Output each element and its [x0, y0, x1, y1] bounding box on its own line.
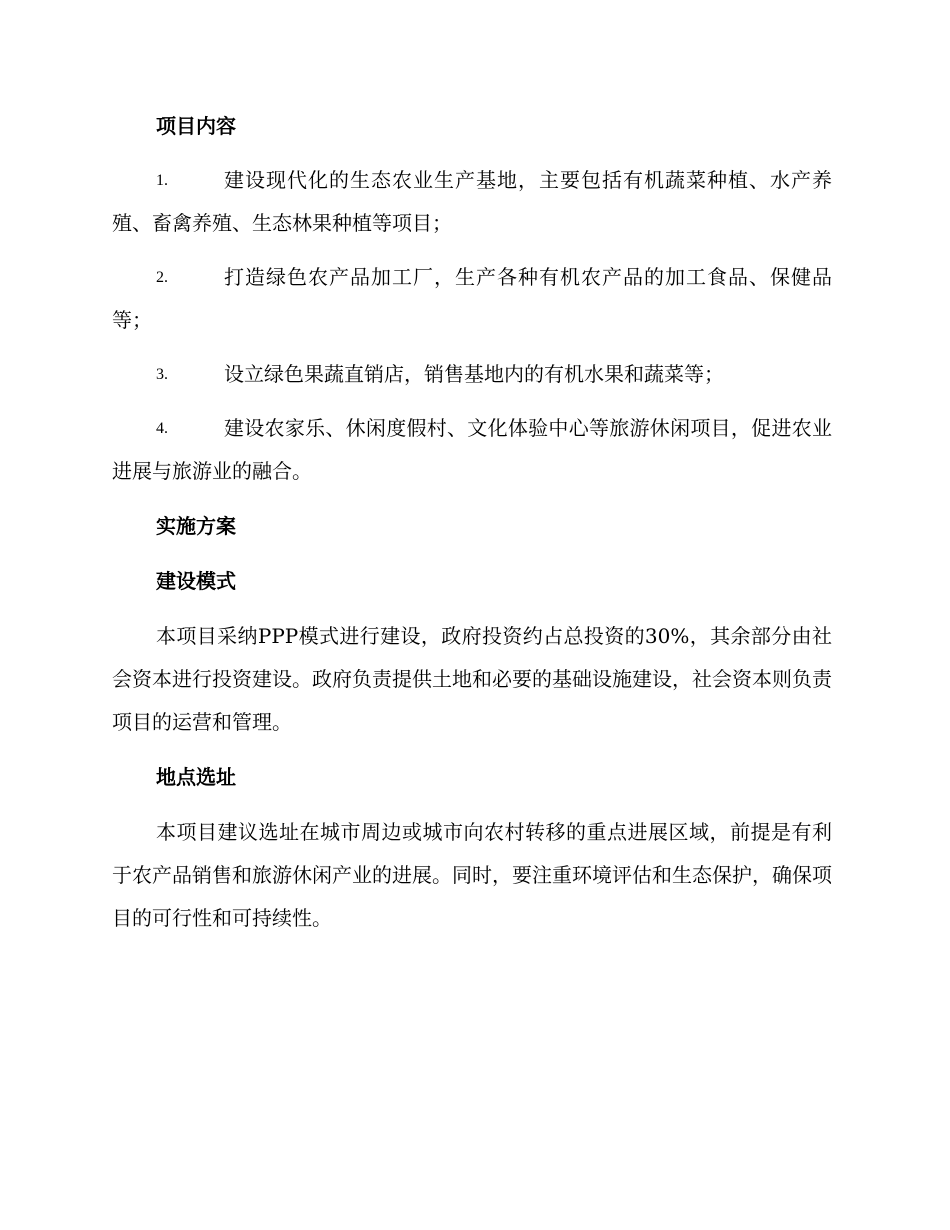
list-item-text: 建设农家乐、休闲度假村、文化体验中心等旅游休闲项目，促进农业进展与旅游业的融合。 — [112, 416, 832, 483]
document-page — [112, 105, 832, 940]
list-item-text: 设立绿色果蔬直销店，销售基地内的有机水果和蔬菜等； — [224, 362, 724, 386]
list-item — [112, 256, 832, 342]
list-item-text: 建设现代化的生态农业生产基地，主要包括有机蔬菜种植、水产养殖、畜禽养殖、生态林果种植等项目； — [112, 168, 832, 235]
section-heading-project-content: 项目内容 — [156, 114, 236, 138]
section-heading-construction-mode: 建设模式 — [156, 569, 236, 593]
list-item — [112, 159, 832, 245]
list-item-number: 2. — [156, 269, 168, 286]
list-item — [112, 353, 832, 396]
section-heading-site-selection: 地点选址 — [156, 765, 236, 789]
list-item — [112, 407, 832, 493]
list-item-number: 3. — [156, 366, 168, 383]
paragraph-site-selection: 本项目建议选址在城市周边或城市向农村转移的重点进展区域，前提是有利于农产品销售和旅游休闲产业的进展。同时，要注重环境评估和生态保护，确保项目的可行性和可持续性。 — [112, 820, 832, 930]
paragraph-construction-mode: 本项目采纳PPP模式进行建设，政府投资约占总投资的30%，其余部分由社会资本进行投资建设。政府负责提供土地和必要的基础设施建设，社会资本则负责项目的运营和管理。 — [112, 624, 832, 734]
list-item-number: 1. — [156, 172, 168, 189]
section-heading-implementation-plan: 实施方案 — [156, 514, 236, 538]
list-item-text: 打造绿色农产品加工厂，生产各种有机农产品的加工食品、保健品等； — [112, 265, 832, 332]
list-item-number: 4. — [156, 420, 168, 437]
